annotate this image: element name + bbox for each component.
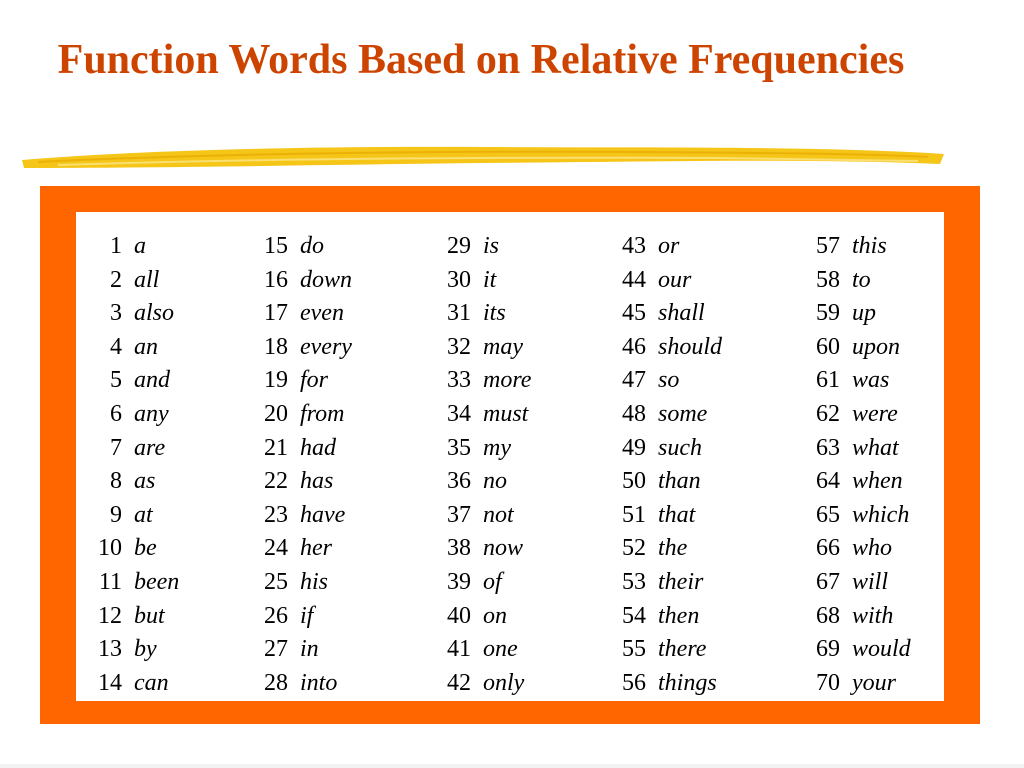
function-word: that bbox=[658, 501, 696, 528]
rank-number: 18 bbox=[264, 333, 288, 360]
function-word: upon bbox=[852, 333, 900, 360]
table-row bbox=[76, 531, 157, 565]
rank-number: 38 bbox=[447, 535, 471, 562]
function-word: from bbox=[300, 401, 345, 427]
table-row bbox=[600, 431, 702, 465]
table-row bbox=[242, 565, 328, 599]
rank-number: 4 bbox=[110, 333, 122, 360]
table-row bbox=[794, 263, 871, 297]
function-word: there bbox=[658, 636, 707, 663]
rank-number: 46 bbox=[622, 333, 646, 360]
function-word: of bbox=[483, 569, 502, 595]
function-word: this bbox=[852, 233, 887, 259]
rank-number: 29 bbox=[447, 233, 471, 259]
function-word: are bbox=[134, 434, 166, 461]
function-word: its bbox=[483, 300, 506, 327]
table-row bbox=[76, 263, 159, 297]
rank-number: 52 bbox=[622, 535, 646, 562]
rank-number: 19 bbox=[264, 367, 288, 394]
rank-number: 60 bbox=[816, 333, 840, 360]
table-row bbox=[425, 296, 506, 330]
table-row bbox=[76, 296, 174, 330]
function-word: shall bbox=[658, 300, 705, 327]
table-row bbox=[600, 330, 722, 364]
rank-number: 27 bbox=[264, 636, 288, 663]
table-row bbox=[242, 363, 328, 397]
table-row bbox=[794, 464, 903, 498]
table-row bbox=[76, 431, 165, 465]
table-row bbox=[794, 431, 899, 465]
table-row bbox=[242, 263, 352, 297]
function-word: but bbox=[134, 602, 165, 629]
function-word: been bbox=[134, 569, 180, 595]
rank-number: 5 bbox=[110, 367, 122, 394]
table-row bbox=[600, 363, 679, 397]
function-word: have bbox=[300, 501, 346, 528]
rank-number: 32 bbox=[447, 333, 471, 360]
function-word: has bbox=[300, 468, 334, 495]
rank-number: 37 bbox=[447, 501, 471, 528]
table-row bbox=[425, 263, 496, 297]
function-word: your bbox=[852, 669, 896, 696]
function-word: be bbox=[134, 535, 157, 562]
table-row bbox=[425, 363, 531, 397]
function-word: in bbox=[300, 636, 319, 663]
function-word: if bbox=[300, 602, 314, 629]
function-word: our bbox=[658, 266, 692, 293]
function-word: than bbox=[658, 468, 701, 495]
function-word: will bbox=[852, 569, 889, 595]
table-row bbox=[242, 229, 324, 263]
rank-number: 14 bbox=[98, 669, 122, 696]
table-row bbox=[794, 565, 888, 599]
table-row bbox=[794, 666, 896, 700]
rank-number: 55 bbox=[622, 636, 646, 663]
table-row bbox=[600, 632, 706, 666]
rank-number: 1 bbox=[110, 233, 122, 259]
rank-number: 64 bbox=[816, 468, 840, 495]
function-word: on bbox=[483, 602, 507, 629]
function-word: an bbox=[134, 333, 158, 360]
table-row bbox=[425, 464, 507, 498]
rank-number: 34 bbox=[447, 401, 471, 427]
rank-number: 45 bbox=[622, 300, 646, 327]
table-row bbox=[794, 330, 900, 364]
rank-number: 20 bbox=[264, 401, 288, 427]
function-word: only bbox=[483, 669, 525, 696]
table-row bbox=[76, 464, 155, 498]
rank-number: 11 bbox=[98, 569, 122, 595]
rank-number: 49 bbox=[622, 434, 646, 461]
rank-number: 12 bbox=[98, 602, 122, 629]
table-row bbox=[76, 330, 158, 364]
function-word: when bbox=[852, 468, 903, 495]
rank-number: 61 bbox=[816, 367, 840, 394]
table-frame bbox=[40, 186, 980, 724]
rank-number: 33 bbox=[447, 367, 471, 394]
table-row bbox=[242, 330, 352, 364]
function-word: had bbox=[300, 434, 336, 461]
rank-number: 44 bbox=[622, 266, 646, 293]
table-row bbox=[242, 397, 344, 431]
function-word: a bbox=[134, 233, 146, 259]
function-word: their bbox=[658, 569, 704, 595]
rank-number: 30 bbox=[447, 266, 471, 293]
table-row bbox=[600, 498, 695, 532]
table-row bbox=[794, 363, 889, 397]
table-row bbox=[425, 531, 523, 565]
brush-stroke-underline bbox=[18, 138, 948, 178]
rank-number: 42 bbox=[447, 669, 471, 696]
function-word: should bbox=[658, 333, 723, 360]
function-word: was bbox=[852, 367, 890, 394]
rank-number: 53 bbox=[622, 569, 646, 595]
rank-number: 62 bbox=[816, 401, 840, 427]
function-word: not bbox=[483, 501, 514, 528]
function-word: is bbox=[483, 233, 500, 259]
function-word: would bbox=[852, 636, 911, 663]
rank-number: 28 bbox=[264, 669, 288, 696]
table-row bbox=[794, 397, 898, 431]
rank-number: 8 bbox=[110, 468, 122, 495]
table-row bbox=[600, 565, 703, 599]
table-row bbox=[600, 229, 679, 263]
function-word: then bbox=[658, 602, 700, 629]
function-word: were bbox=[852, 401, 898, 427]
table-row bbox=[242, 498, 345, 532]
rank-number: 24 bbox=[264, 535, 288, 562]
rank-number: 48 bbox=[622, 401, 646, 427]
rank-number: 22 bbox=[264, 468, 288, 495]
rank-number: 66 bbox=[816, 535, 840, 562]
function-words-table bbox=[76, 212, 944, 701]
table-row bbox=[794, 599, 893, 633]
table-row bbox=[242, 464, 333, 498]
table-row bbox=[794, 531, 892, 565]
table-row bbox=[600, 397, 707, 431]
rank-number: 31 bbox=[447, 300, 471, 327]
table-row bbox=[600, 263, 691, 297]
rank-number: 51 bbox=[622, 501, 646, 528]
function-word: or bbox=[658, 233, 680, 259]
table-row bbox=[600, 464, 701, 498]
table-row bbox=[76, 498, 153, 532]
function-word: also bbox=[134, 300, 175, 327]
table-row bbox=[425, 229, 499, 263]
rank-number: 7 bbox=[110, 434, 122, 461]
rank-number: 15 bbox=[264, 233, 288, 259]
rank-number: 69 bbox=[816, 636, 840, 663]
rank-number: 40 bbox=[447, 602, 471, 629]
function-word: who bbox=[852, 535, 893, 562]
rank-number: 58 bbox=[816, 266, 840, 293]
rank-number: 39 bbox=[447, 569, 471, 595]
table-row bbox=[76, 565, 179, 599]
table-row bbox=[76, 666, 169, 700]
table-row bbox=[600, 666, 717, 700]
function-word: which bbox=[852, 501, 910, 528]
table-row bbox=[794, 498, 909, 532]
table-row bbox=[76, 632, 157, 666]
function-word: so bbox=[658, 367, 680, 394]
function-word: must bbox=[483, 401, 529, 427]
rank-number: 54 bbox=[622, 602, 646, 629]
table-row bbox=[600, 531, 687, 565]
function-word: into bbox=[300, 669, 338, 696]
table-row bbox=[600, 296, 705, 330]
function-word: one bbox=[483, 636, 518, 663]
table-row bbox=[242, 599, 313, 633]
rank-number: 16 bbox=[264, 266, 288, 293]
rank-number: 35 bbox=[447, 434, 471, 461]
rank-number: 47 bbox=[622, 367, 646, 394]
table-row bbox=[425, 397, 528, 431]
rank-number: 23 bbox=[264, 501, 288, 528]
rank-number: 56 bbox=[622, 669, 646, 696]
function-word: down bbox=[300, 266, 353, 293]
rank-number: 25 bbox=[264, 569, 288, 595]
function-word: the bbox=[658, 535, 688, 562]
function-word: with bbox=[852, 602, 894, 629]
rank-number: 41 bbox=[447, 636, 471, 663]
rank-number: 57 bbox=[816, 233, 840, 259]
function-word: it bbox=[483, 266, 497, 293]
function-word: at bbox=[134, 501, 153, 528]
function-word: what bbox=[852, 434, 899, 461]
function-word: can bbox=[134, 669, 169, 696]
rank-number: 26 bbox=[264, 602, 288, 629]
function-word: her bbox=[300, 535, 332, 562]
function-word: my bbox=[483, 434, 511, 461]
function-word: now bbox=[483, 535, 524, 562]
rank-number: 13 bbox=[98, 636, 122, 663]
rank-number: 67 bbox=[816, 569, 840, 595]
table-row bbox=[76, 397, 169, 431]
table-row bbox=[242, 296, 344, 330]
function-word: his bbox=[300, 569, 329, 595]
table-row bbox=[425, 330, 523, 364]
table-row bbox=[76, 229, 146, 263]
function-word: every bbox=[300, 333, 352, 360]
rank-number: 59 bbox=[816, 300, 840, 327]
rank-number: 10 bbox=[98, 535, 122, 562]
table-row bbox=[76, 599, 165, 633]
table-row bbox=[242, 666, 337, 700]
table-row bbox=[425, 431, 511, 465]
function-word: even bbox=[300, 300, 344, 327]
function-word: any bbox=[134, 401, 169, 427]
rank-number: 9 bbox=[110, 501, 122, 528]
function-word: such bbox=[658, 434, 702, 461]
function-word: things bbox=[658, 669, 717, 696]
bottom-rule bbox=[0, 764, 1024, 768]
function-word: and bbox=[134, 367, 170, 394]
function-word: to bbox=[852, 266, 871, 293]
table-row bbox=[425, 498, 514, 532]
function-word: for bbox=[300, 367, 329, 394]
table-row bbox=[242, 431, 336, 465]
function-word: do bbox=[300, 233, 324, 259]
function-word: all bbox=[134, 266, 160, 293]
table-row bbox=[600, 599, 699, 633]
table-row bbox=[76, 363, 170, 397]
table-row bbox=[794, 229, 887, 263]
table-row bbox=[425, 632, 518, 666]
table-row bbox=[794, 632, 911, 666]
rank-number: 3 bbox=[110, 300, 122, 327]
function-word: up bbox=[852, 300, 876, 327]
function-word: no bbox=[483, 468, 507, 495]
function-word: as bbox=[134, 468, 156, 495]
rank-number: 63 bbox=[816, 434, 840, 461]
table-row bbox=[242, 531, 332, 565]
function-word: more bbox=[483, 367, 532, 394]
table-row bbox=[425, 565, 502, 599]
table-row bbox=[425, 666, 524, 700]
rank-number: 2 bbox=[110, 266, 122, 293]
table-row bbox=[242, 632, 319, 666]
table-row bbox=[794, 296, 876, 330]
rank-number: 43 bbox=[622, 233, 646, 259]
rank-number: 65 bbox=[816, 501, 840, 528]
function-word: some bbox=[658, 401, 708, 427]
rank-number: 6 bbox=[110, 401, 122, 427]
rank-number: 70 bbox=[816, 669, 840, 696]
function-word: may bbox=[483, 333, 523, 360]
rank-number: 50 bbox=[622, 468, 646, 495]
table-row bbox=[425, 599, 507, 633]
rank-number: 36 bbox=[447, 468, 471, 495]
rank-number: 68 bbox=[816, 602, 840, 629]
rank-number: 17 bbox=[264, 300, 288, 327]
function-word: by bbox=[134, 636, 157, 663]
rank-number: 21 bbox=[264, 434, 288, 461]
slide-title: Function Words Based on Relative Frequencies bbox=[57, 37, 905, 83]
